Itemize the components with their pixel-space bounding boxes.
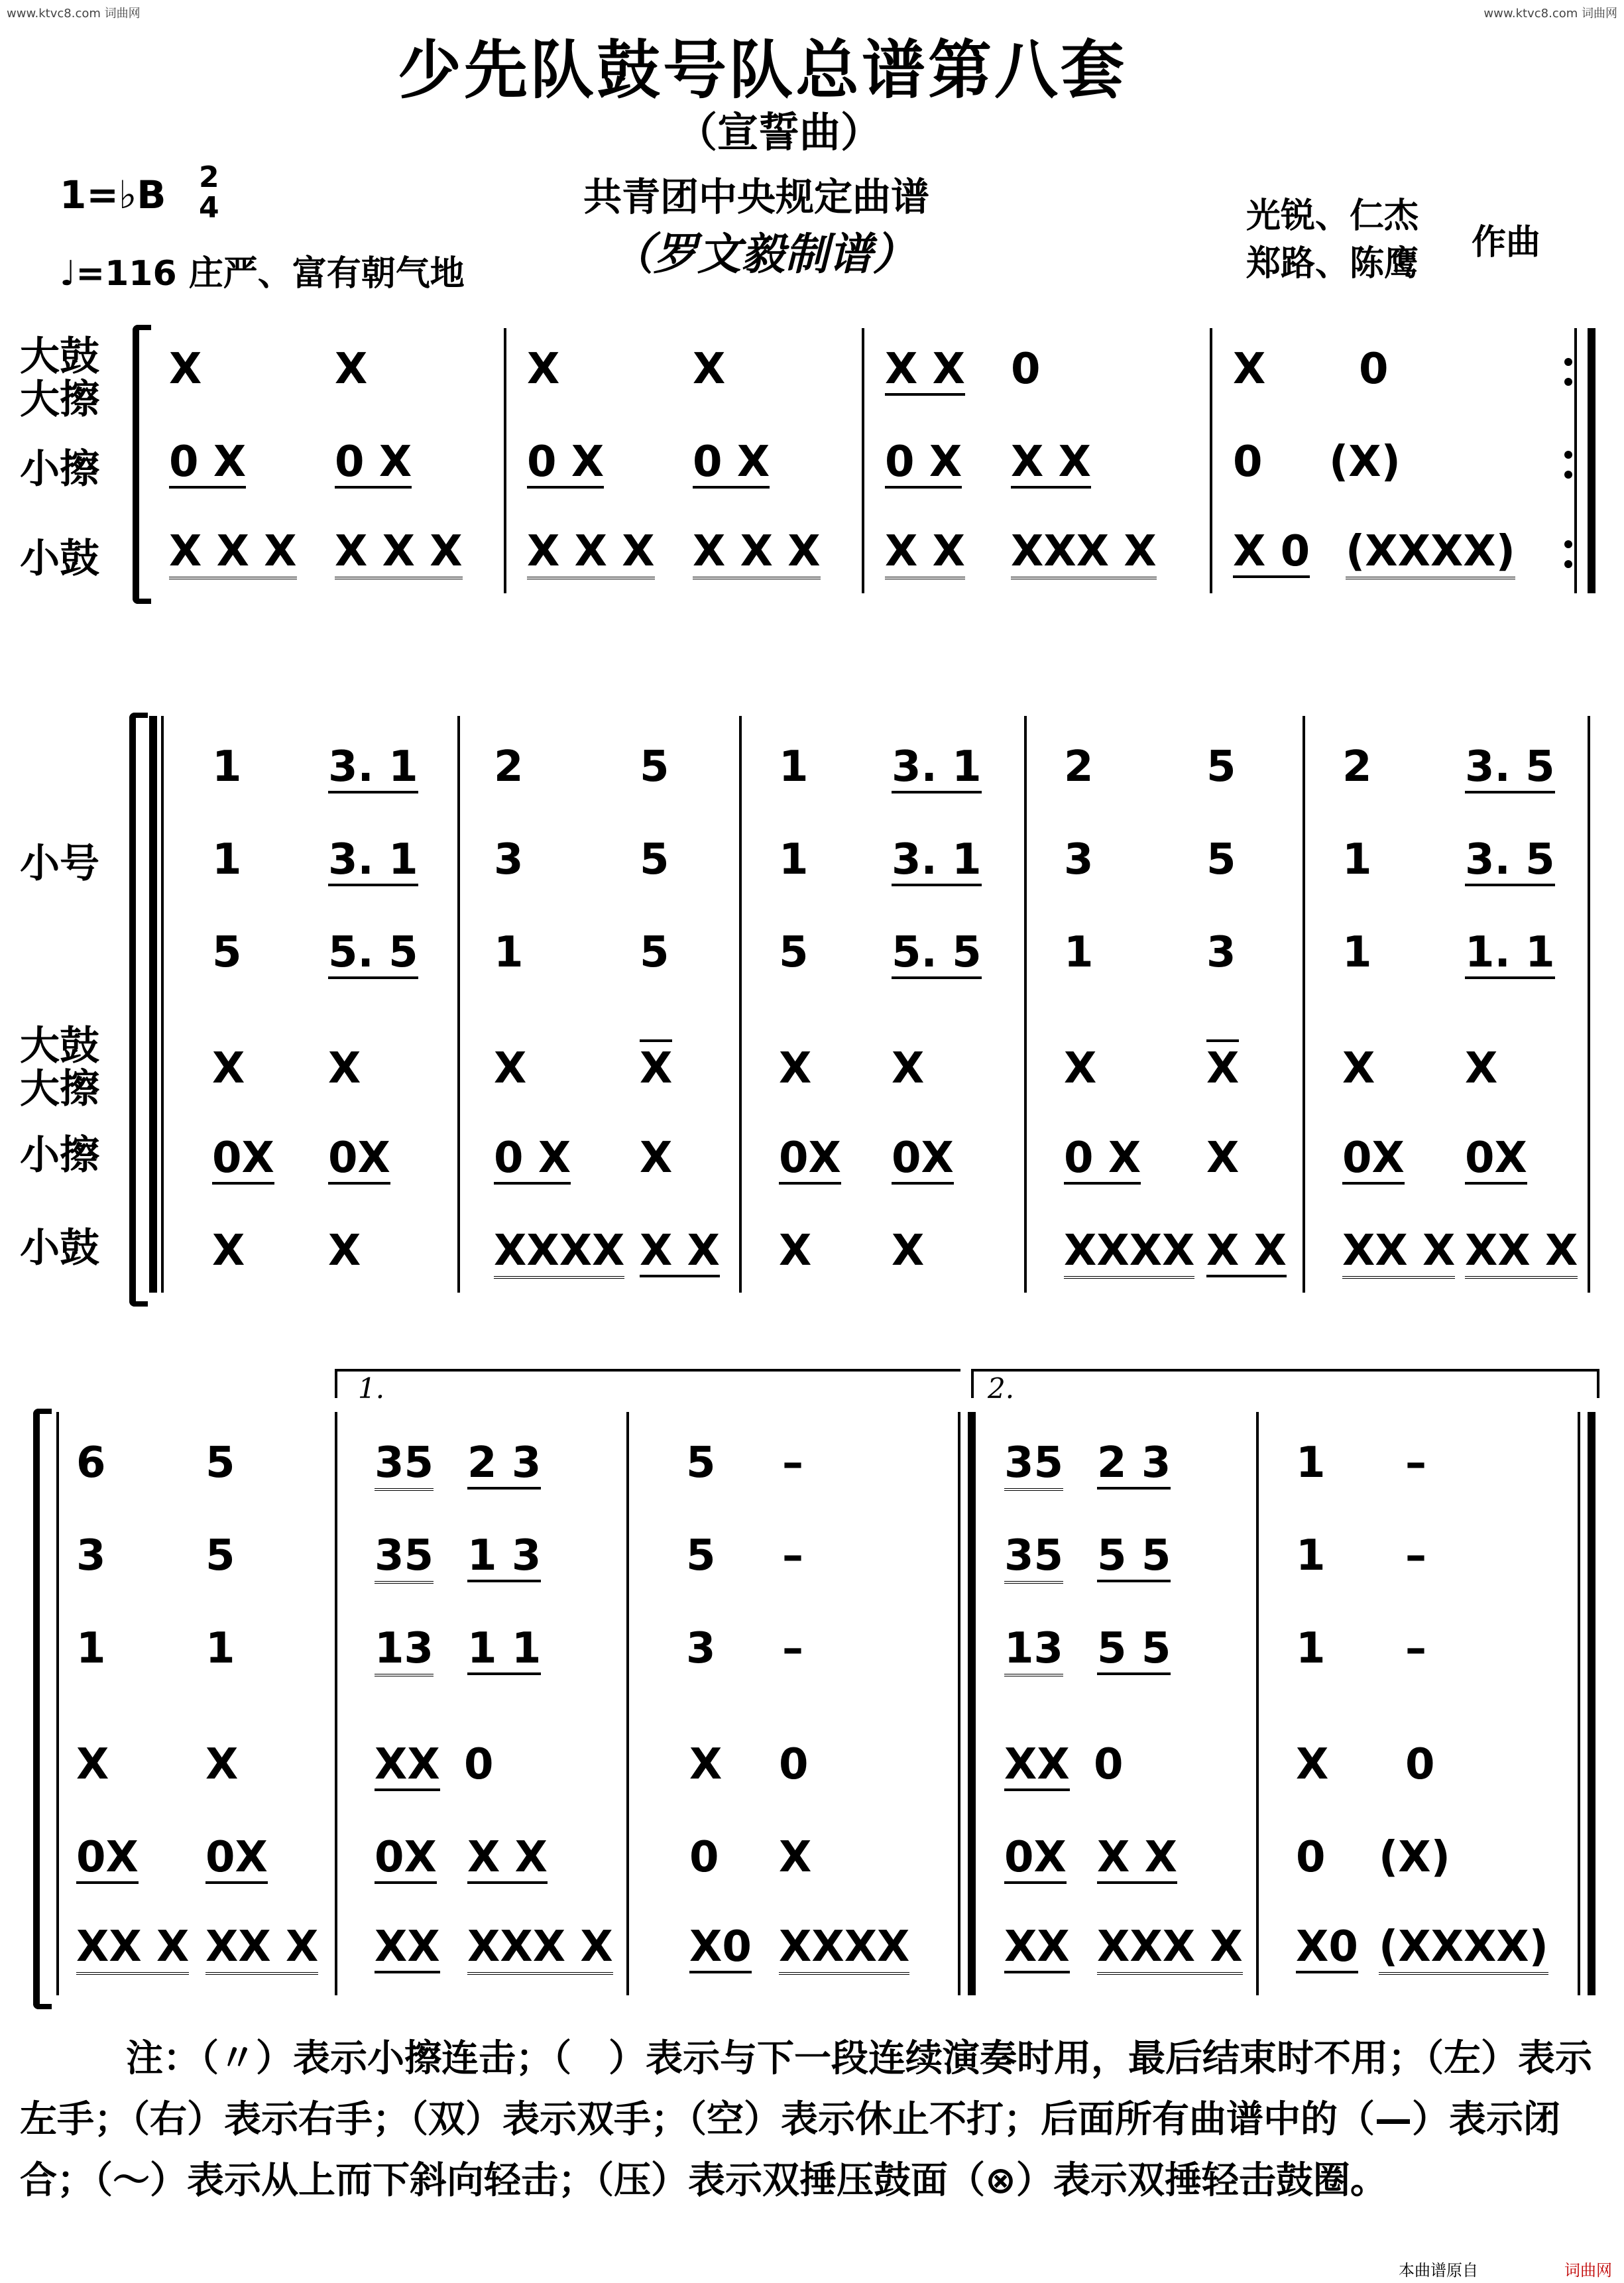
note: XXX X	[1097, 1926, 1243, 1975]
label-small-cymbal: 小擦	[20, 1132, 99, 1179]
note: 3. 5	[1465, 839, 1555, 886]
note: 0 X	[169, 441, 246, 489]
note: –	[1405, 1531, 1426, 1580]
note: X X	[1206, 1230, 1287, 1277]
note: XX X	[1465, 1230, 1578, 1279]
note: 1	[212, 742, 242, 791]
note: 0X	[212, 1137, 274, 1185]
note: XX	[1004, 1926, 1070, 1973]
note: 3. 1	[328, 746, 418, 793]
tempo-marking: ♩=116 庄严、富有朝气地	[60, 254, 465, 294]
note: 0 X	[693, 441, 770, 489]
arranger-line: （罗文毅制谱）	[610, 228, 916, 280]
note: 5	[779, 928, 809, 977]
note: X	[1206, 1134, 1240, 1183]
note: XXX X	[467, 1926, 613, 1975]
note: X0	[689, 1926, 752, 1973]
note: XX	[1004, 1743, 1070, 1791]
note: 2 3	[1097, 1442, 1171, 1490]
note: X X X	[693, 530, 821, 579]
note: 1	[779, 742, 809, 791]
note: 0 X	[885, 441, 962, 489]
note: 0	[689, 1833, 719, 1882]
note: –	[782, 1531, 803, 1580]
note: 5 5	[1097, 1627, 1171, 1675]
note: X	[892, 1226, 925, 1275]
note: 5	[686, 1438, 716, 1488]
note: X X	[467, 1836, 548, 1884]
note: 35	[1004, 1442, 1063, 1491]
footer-source: 本曲谱原自	[1399, 2261, 1478, 2280]
note: 1	[1342, 835, 1372, 884]
barline	[1024, 716, 1027, 1293]
label-trumpet: 小号	[20, 841, 99, 887]
note: 5	[686, 1531, 716, 1580]
barline	[1588, 716, 1590, 1293]
note: 5. 5	[892, 931, 982, 979]
note: XXXX	[1064, 1230, 1194, 1279]
composer-role: 作曲	[1472, 223, 1541, 263]
system-bracket	[33, 1409, 52, 2009]
note: 13	[1004, 1627, 1063, 1676]
note: X	[693, 345, 726, 394]
note: 1 1	[467, 1627, 541, 1675]
repeat-dot	[1564, 540, 1572, 548]
note: 3. 1	[328, 839, 418, 886]
repeat-dot	[1564, 451, 1572, 459]
note: X	[328, 1226, 361, 1275]
note: (XXXX)	[1346, 530, 1515, 579]
note: 0X	[76, 1836, 139, 1884]
note: 0X	[375, 1836, 437, 1884]
site-watermark-right: www.ktvc8.com 词曲网	[1483, 7, 1617, 21]
note: (X)	[1379, 1833, 1450, 1882]
second-ending-bracket	[971, 1369, 1599, 1398]
legend-notes: 注：（〃）表示小擦连击；（ ）表示与下一段连续演奏时用，最后结束时不用；（左）表示左手；（右）表示右手；（双）表示双手；（空）表示休止不打；后面所有曲谱中的（—）表示闭合；（～）表示从上而下斜向轻击；（压）表示双捶压鼓面（⊗）表示双捶轻击鼓圈。	[20, 2037, 1592, 2202]
note: 0 X	[494, 1137, 571, 1185]
barline	[1574, 328, 1577, 593]
repeat-dot	[1564, 378, 1572, 386]
note: X	[640, 1039, 672, 1090]
note: 2 3	[467, 1442, 541, 1490]
note: XX X	[76, 1926, 189, 1975]
note: 1	[1296, 1531, 1326, 1580]
note: –	[1405, 1438, 1426, 1488]
label-snare: 小鼓	[20, 536, 99, 582]
note: XX	[375, 1743, 440, 1791]
note: X	[779, 1833, 812, 1882]
system-bracket	[133, 325, 151, 604]
note: 5	[640, 928, 669, 977]
note: 3	[494, 835, 524, 884]
note: X X	[1097, 1836, 1177, 1884]
note: 0X	[205, 1836, 268, 1884]
note: XXXX	[779, 1926, 909, 1975]
note: 0 X	[335, 441, 412, 489]
note: 5	[205, 1531, 235, 1580]
note: 5 5	[1097, 1535, 1171, 1582]
note: XXX X	[1011, 530, 1157, 579]
note: X	[527, 345, 560, 394]
note: X	[1342, 1044, 1375, 1093]
note: 0X	[1342, 1137, 1405, 1185]
note: X X X	[527, 530, 655, 579]
final-barline-thick	[1588, 1412, 1595, 1995]
note: 5	[640, 742, 669, 791]
time-signature: 2 4	[199, 160, 219, 225]
note: 5	[205, 1438, 235, 1488]
label-big-cymbal: 大擦	[20, 1066, 99, 1112]
note: X X	[1011, 441, 1091, 489]
barline	[1210, 328, 1212, 593]
note: –	[1405, 1624, 1426, 1673]
barline	[56, 1412, 59, 1995]
second-ending-number: 2.	[988, 1372, 1015, 1405]
note: X X	[885, 530, 965, 579]
note: X	[335, 345, 368, 394]
note: XX X	[205, 1926, 318, 1975]
note: 1	[205, 1624, 235, 1673]
note: 5	[1206, 835, 1236, 884]
note: X	[212, 1226, 245, 1275]
note: 1	[494, 928, 524, 977]
final-barline	[1578, 1412, 1580, 1995]
note: 1. 1	[1465, 931, 1555, 979]
note: 2	[1064, 742, 1094, 791]
note: 35	[375, 1442, 434, 1491]
note: 5	[212, 928, 242, 977]
key-signature: 1=♭B	[60, 172, 166, 217]
note: 5	[1206, 742, 1236, 791]
note: –	[782, 1624, 803, 1673]
barline	[1256, 1412, 1259, 1995]
note: X	[76, 1740, 109, 1789]
note: 3	[1206, 928, 1236, 977]
barline	[862, 328, 864, 593]
note: 0X	[892, 1137, 954, 1185]
note: 0X	[328, 1137, 390, 1185]
note: 1 3	[467, 1535, 541, 1582]
repeat-end-barline	[1588, 328, 1595, 593]
note: 0	[1233, 438, 1263, 487]
note: (XXXX)	[1379, 1926, 1548, 1975]
note: X	[1064, 1044, 1097, 1093]
note: XX X	[1342, 1230, 1455, 1279]
barline	[504, 328, 506, 593]
note: 0	[1296, 1833, 1326, 1882]
label-big-drum: 大鼓	[20, 333, 99, 380]
page-title: 少先队鼓号队总谱第八套	[398, 33, 1127, 107]
note: 3. 1	[892, 746, 982, 793]
note: 5	[640, 835, 669, 884]
note: 0X	[1004, 1836, 1067, 1884]
note: 1	[779, 835, 809, 884]
source-line: 共青团中央规定曲谱	[583, 174, 930, 219]
note: 0 X	[527, 441, 604, 489]
note: 0 X	[1064, 1137, 1141, 1185]
note: 2	[1342, 742, 1372, 791]
note: 0	[1405, 1740, 1435, 1789]
note: X	[328, 1044, 361, 1093]
note: 0	[1011, 345, 1041, 394]
note: X	[1206, 1039, 1239, 1090]
note: 5. 5	[328, 931, 418, 979]
note: X X X	[169, 530, 297, 579]
note: X	[205, 1740, 239, 1789]
note: 13	[375, 1627, 434, 1676]
barline	[161, 716, 164, 1293]
repeat-barline	[958, 1412, 960, 1995]
composer-names: 光锐、仁杰 郑路、陈鹰	[1246, 196, 1419, 284]
first-ending-bracket	[335, 1369, 960, 1398]
note: 1	[1296, 1624, 1326, 1673]
note: X	[494, 1044, 527, 1093]
note: 1	[1064, 928, 1094, 977]
barline	[335, 1412, 337, 1995]
note: X X X	[335, 530, 463, 579]
note: XX	[375, 1926, 440, 1973]
note: X	[640, 1134, 673, 1183]
barline	[457, 716, 460, 1293]
note: XXXX	[494, 1230, 624, 1279]
site-watermark-left: www.ktvc8.com 词曲网	[7, 7, 141, 21]
label-big-drum: 大鼓	[20, 1023, 99, 1069]
label-big-cymbal: 大擦	[20, 377, 99, 423]
note: X	[1465, 1044, 1498, 1093]
barline	[1303, 716, 1305, 1293]
note: 0	[779, 1740, 809, 1789]
note: 35	[375, 1535, 434, 1584]
note: 0	[464, 1740, 494, 1789]
first-ending-number: 1.	[358, 1372, 385, 1405]
note: X	[1233, 345, 1266, 394]
note: 1	[1342, 928, 1372, 977]
note: 3. 1	[892, 839, 982, 886]
note: (X)	[1329, 438, 1401, 487]
note: 3. 5	[1465, 746, 1555, 793]
note: X0	[1296, 1926, 1358, 1973]
note: X	[779, 1226, 812, 1275]
note: X	[169, 345, 202, 394]
note: 0	[1094, 1740, 1124, 1789]
note: 0	[1359, 345, 1389, 394]
note: 1	[76, 1624, 106, 1673]
note: X X	[640, 1230, 720, 1277]
repeat-dot	[1564, 560, 1572, 568]
note: X	[779, 1044, 812, 1093]
note: –	[782, 1438, 803, 1488]
barline	[626, 1412, 629, 1995]
footer-site: 词曲网	[1564, 2261, 1612, 2280]
note: X 0	[1233, 530, 1310, 578]
note: 3	[1064, 835, 1094, 884]
page-subtitle: （宣誓曲）	[676, 108, 882, 156]
barline	[739, 716, 742, 1293]
note: X	[892, 1044, 925, 1093]
label-small-cymbal: 小擦	[20, 446, 99, 493]
note: 35	[1004, 1535, 1063, 1584]
note: X X	[885, 348, 965, 396]
note: X	[689, 1740, 723, 1789]
label-snare: 小鼓	[20, 1225, 99, 1271]
note: 0X	[1465, 1137, 1527, 1185]
note: 1	[212, 835, 242, 884]
repeat-barline-thick	[968, 1412, 976, 1995]
system-bracket	[129, 713, 148, 1307]
note: X	[1296, 1740, 1329, 1789]
note: 3	[76, 1531, 106, 1580]
note: 6	[76, 1438, 106, 1488]
note: 2	[494, 742, 524, 791]
repeat-start-barline	[149, 716, 157, 1293]
note: 1	[1296, 1438, 1326, 1488]
repeat-dot	[1564, 471, 1572, 479]
note: 3	[686, 1624, 716, 1673]
note: X	[212, 1044, 245, 1093]
note: 0X	[779, 1137, 841, 1185]
repeat-dot	[1564, 358, 1572, 366]
